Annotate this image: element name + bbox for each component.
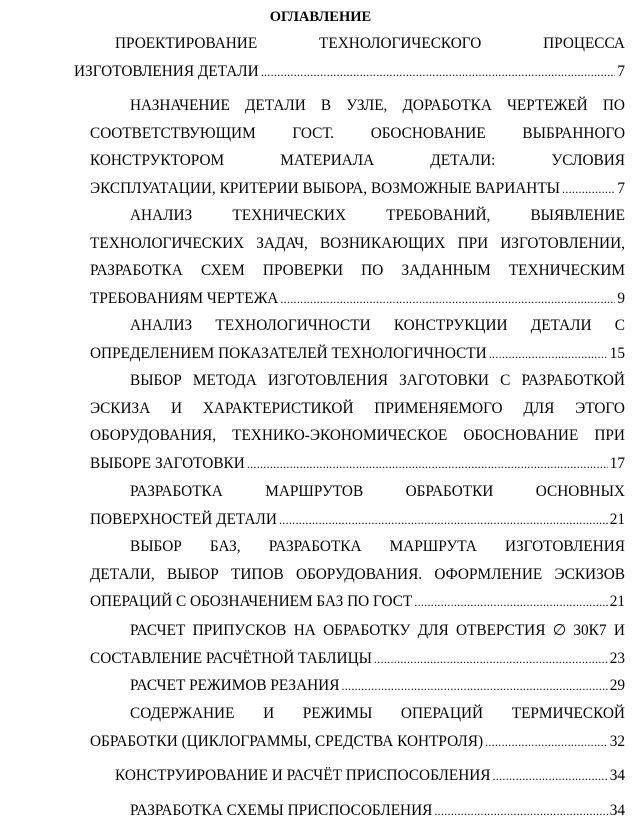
toc-word: ИЗГОТОВЛЕНИЯ xyxy=(504,538,625,555)
toc-word: ПРОЦЕССА xyxy=(543,35,625,52)
toc-entry-title: РАСЧЕТ РЕЖИМОВ РЕЗАНИЯ xyxy=(130,677,340,694)
toc-word: ПРИ xyxy=(457,234,489,252)
toc-entry-last-line xyxy=(90,506,625,533)
toc-entry-last-line xyxy=(130,672,625,699)
toc-entry-title: ОПЕРАЦИЙ С ОБОЗНАЧЕНИЕМ БАЗ ПО ГОСТ xyxy=(90,593,413,611)
toc-page-number: 32 xyxy=(609,732,625,750)
toc-word: ПРИПУСКОВ xyxy=(192,622,287,639)
toc-page-number: 21 xyxy=(609,510,625,528)
toc-word: МАРШРУТА xyxy=(389,538,477,555)
toc-word: МЕТОДА xyxy=(192,372,257,389)
dot-leader xyxy=(279,507,608,534)
toc-word: ТИПОВ xyxy=(231,565,284,583)
toc-word: ДЕТАЛИ xyxy=(530,317,592,334)
toc-word: ТЕХНОЛОГИЧЕСКИХ xyxy=(90,234,245,252)
toc-entry-title: ЭКСПЛУАТАЦИИ, КРИТЕРИИ ВЫБОРА, ВОЗМОЖНЫЕ ВАРИАНТЫ xyxy=(90,179,561,197)
dot-leader xyxy=(485,729,608,756)
toc-word: ПРИ xyxy=(594,427,625,445)
toc-word: НАЗНАЧЕНИЕ xyxy=(130,97,230,114)
toc-word: ОБОСНОВАНИЕ xyxy=(370,124,486,142)
toc-word: И xyxy=(263,705,275,722)
toc-entry-title: ПОВЕРХНОСТЕЙ ДЕТАЛИ xyxy=(90,510,277,528)
toc-page-number: 21 xyxy=(609,593,625,611)
toc-word: ОТВЕРСТИЯ xyxy=(455,622,546,639)
toc-entry-line xyxy=(90,230,625,257)
toc-entry-line xyxy=(90,422,625,449)
toc-word: МАРШРУТОВ xyxy=(265,483,364,500)
toc-word: ∅ xyxy=(552,622,567,639)
toc-entry-title: ОБРАБОТКИ (ЦИКЛОГРАММЫ, СРЕДСТВА КОНТРОЛЯ) xyxy=(90,732,484,750)
toc-entry-line xyxy=(130,367,625,394)
toc-entry-title: ВЫБОРЕ ЗАГОТОВКИ xyxy=(90,454,245,472)
dot-leader xyxy=(247,451,608,478)
dot-leader xyxy=(489,341,608,368)
toc-entry-title: ОПРЕДЕЛЕНИЕМ ПОКАЗАТЕЛЕЙ ТЕХНОЛОГИЧНОСТИ xyxy=(90,344,487,362)
toc-word: АНАЛИЗ xyxy=(130,207,193,224)
toc-word: РАЗРАБОТКА xyxy=(130,483,223,500)
toc-word: ДОРАБОТКА xyxy=(402,97,492,114)
toc-word: ВЫБОР xyxy=(130,372,182,389)
toc-word: ВЫБРАННОГО xyxy=(522,124,625,142)
toc-word: И xyxy=(613,622,625,639)
toc-entry-line xyxy=(130,202,625,229)
toc-word: ПРОЕКТИРОВАНИЕ xyxy=(115,35,258,52)
toc-word: ОСНОВНЫХ xyxy=(535,483,625,500)
toc-entry-title: СОСТАВЛЕНИЕ РАСЧЁТНОЙ ТАБЛИЦЫ xyxy=(90,649,372,667)
toc-word: ЗАГОТОВКИ xyxy=(399,372,489,389)
dot-leader xyxy=(493,763,608,790)
toc-word: ЗАДАННЫМ xyxy=(401,262,491,280)
toc-word: ЧЕРТЕЖЕЙ xyxy=(506,97,588,114)
toc-entry-last-line xyxy=(90,340,625,367)
toc-page-number: 17 xyxy=(609,454,625,472)
toc-word: СХЕМ xyxy=(200,262,245,280)
toc-entry-line xyxy=(130,92,625,119)
toc-entry-title: КОНСТРУИРОВАНИЕ И РАСЧЁТ ПРИСПОСОБЛЕНИЯ xyxy=(115,767,491,784)
dot-leader xyxy=(261,59,616,86)
toc-word: РЕЖИМЫ xyxy=(302,705,373,722)
toc-word: ГОСТ. xyxy=(292,124,334,142)
toc-word: РАЗРАБОТКА xyxy=(90,262,183,280)
toc-word: УСЛОВИЯ xyxy=(551,152,625,170)
toc-word: ТЕХНИЧЕСКИМ xyxy=(508,262,625,280)
toc-word: ЭСКИЗОВ xyxy=(554,565,625,583)
toc-entry-line xyxy=(90,561,625,588)
toc-page-number: 23 xyxy=(609,649,625,667)
toc-word: ЭСКИЗА xyxy=(90,399,151,417)
toc-entry-line xyxy=(130,533,625,560)
dot-leader xyxy=(280,286,615,313)
toc-word: ВЫЯВЛЕНИЕ xyxy=(530,207,625,224)
toc-word: ТЕХНИЧЕСКИХ xyxy=(232,207,346,224)
toc-word: ОПЕРАЦИЙ xyxy=(400,705,484,722)
toc-word: ТЕХНОЛОГИЧНОСТИ xyxy=(215,317,371,334)
toc-word: РАЗРАБОТКА xyxy=(268,538,362,555)
toc-word: ПРИМЕНЯЕМОГО xyxy=(374,399,503,417)
toc-word: С xyxy=(500,372,511,389)
toc-word: НА xyxy=(293,622,316,639)
toc-entry-last-line xyxy=(90,285,625,312)
toc-word: СООТВЕТСТВУЮЩИМ xyxy=(90,124,256,142)
toc-word: ТЕХНИКО-ЭКОНОМИЧЕСКОЕ xyxy=(232,427,448,445)
toc-entry-title: ТРЕБОВАНИЯМ ЧЕРТЕЖА xyxy=(90,289,279,307)
toc-word: ДЕТАЛИ: xyxy=(430,152,496,170)
toc-word: ТЕХНОЛОГИЧЕСКОГО xyxy=(319,35,482,52)
toc-word: ХАРАКТЕРИСТИКОЙ xyxy=(202,399,354,417)
toc-word: КОНСТРУКТОРОМ xyxy=(90,152,225,170)
toc-word: ДЕТАЛИ, xyxy=(90,565,155,583)
toc-entry-last-line xyxy=(74,58,625,85)
toc-word: ОБОСНОВАНИЕ xyxy=(463,427,579,445)
toc-word: ЗАДАЧ, xyxy=(256,234,308,252)
toc-entry-line xyxy=(130,478,625,505)
toc-entry-line xyxy=(90,395,625,422)
dot-leader xyxy=(434,798,607,825)
toc-entry-last-line xyxy=(90,450,625,477)
toc-word: УЗЛЕ, xyxy=(346,97,388,114)
dot-leader xyxy=(414,589,607,616)
toc-entry-line xyxy=(115,30,625,57)
dot-leader xyxy=(562,176,615,203)
toc-entry-title: РАЗРАБОТКА СХЕМЫ ПРИСПОСОБЛЕНИЯ xyxy=(130,802,433,819)
toc-word: ПРОВЕРКИ xyxy=(262,262,344,280)
toc-entry-last-line xyxy=(90,728,625,755)
toc-page-number: 9 xyxy=(617,289,625,307)
toc-word: В xyxy=(320,97,332,114)
toc-entry-last-line xyxy=(90,645,625,672)
toc-word: ДЕТАЛИ xyxy=(244,97,306,114)
toc-entry-line xyxy=(130,617,625,644)
toc-page-number: 34 xyxy=(609,767,625,784)
toc-heading: ОГЛАВЛЕНИЕ xyxy=(269,9,372,25)
toc-entry-line xyxy=(130,312,625,339)
toc-word: МАТЕРИАЛА xyxy=(280,152,375,170)
toc-page-number: 34 xyxy=(609,802,625,819)
toc-page-number: 15 xyxy=(609,344,625,362)
toc-word: РАСЧЕТ xyxy=(130,622,186,639)
toc-word: ОБОРУДОВАНИЯ. xyxy=(296,565,423,583)
toc-word: ВОЗНИКАЮЩИХ xyxy=(319,234,446,252)
toc-word: 30К7 xyxy=(573,622,607,639)
toc-word: КОНСТРУКЦИИ xyxy=(393,317,508,334)
toc-entry-last-line xyxy=(130,797,625,824)
toc-word: ДЛЯ xyxy=(523,399,555,417)
toc-word: ТЕРМИЧЕСКОЙ xyxy=(511,705,625,722)
toc-page-number: 7 xyxy=(617,62,625,80)
toc-word: ИЗГОТОВЛЕНИИ, xyxy=(500,234,625,252)
toc-word: ПО xyxy=(602,97,625,114)
toc-entry-last-line xyxy=(90,175,625,202)
toc-entry-line xyxy=(130,700,625,727)
toc-word: ВЫБОР xyxy=(166,565,219,583)
toc-entry-title: ИЗГОТОВЛЕНИЯ ДЕТАЛИ xyxy=(74,62,259,80)
toc-word: ОБРАБОТКИ xyxy=(405,483,494,500)
toc-entry-line xyxy=(90,120,625,147)
toc-entry-last-line xyxy=(115,762,625,789)
toc-word: ОБОРУДОВАНИЯ, xyxy=(90,427,217,445)
dot-leader xyxy=(341,673,607,700)
toc-word: РАЗРАБОТКОЙ xyxy=(521,372,625,389)
toc-word: БАЗ, xyxy=(209,538,241,555)
toc-word: ОБРАБОТКУ xyxy=(323,622,411,639)
toc-word: ДЛЯ xyxy=(417,622,449,639)
toc-word: СОДЕРЖАНИЕ xyxy=(130,705,235,722)
toc-word: И xyxy=(171,399,183,417)
toc-word: ЭТОГО xyxy=(575,399,625,417)
toc-entry-line xyxy=(90,257,625,284)
toc-word: ИЗГОТОВЛЕНИЯ xyxy=(267,372,388,389)
toc-word: ВЫБОР xyxy=(130,538,182,555)
toc-word: ОФОРМЛЕНИЕ xyxy=(434,565,543,583)
toc-entry-last-line xyxy=(90,588,625,615)
toc-word: С xyxy=(614,317,625,334)
toc-word: ПО xyxy=(361,262,384,280)
toc-word: ТРЕБОВАНИЙ, xyxy=(386,207,491,224)
toc-page-number: 7 xyxy=(617,179,625,197)
toc-page-number: 29 xyxy=(609,677,625,694)
toc-word: АНАЛИЗ xyxy=(130,317,193,334)
toc-entry-line xyxy=(90,147,625,174)
dot-leader xyxy=(374,646,608,673)
